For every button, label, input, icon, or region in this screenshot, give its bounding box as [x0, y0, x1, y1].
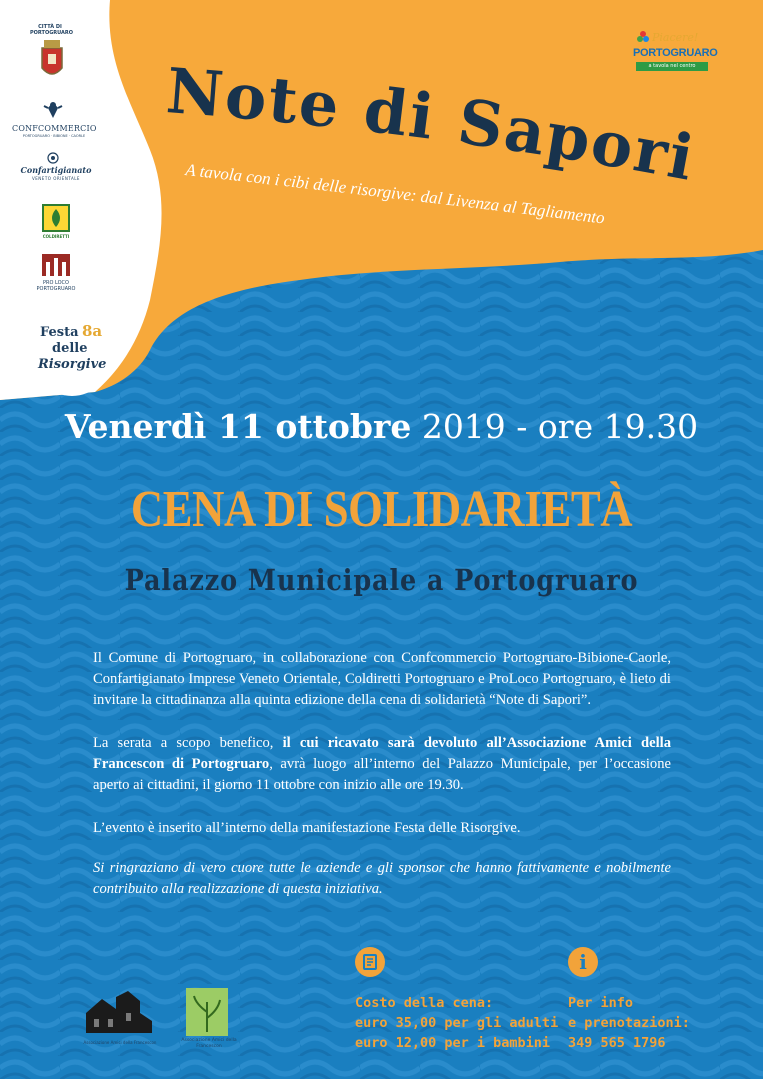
body-paragraph-1: Il Comune di Portogruaro, in collaborazione con Confcommercio Portogruaro-Bibione-Caorle, Confartigianato Imprese Veneto Orientale, Coldiretti Portogruaro e ProLoco Portogruaro, è lieto di invitare la cittadinanza alla quinta edizione della cena di solidarietà “Note di Sapori”.: [93, 650, 671, 708]
title-text: Note di Sapori: [163, 62, 702, 196]
association-2-caption: Associazione Amici della Francescon: [181, 1038, 237, 1049]
confcommercio-icon: [42, 100, 64, 120]
info-phone: 349 565 1796: [568, 1035, 666, 1051]
festa-line2: delle: [52, 341, 88, 356]
info-block: [568, 993, 690, 1053]
city-line1: CITTÀ DI: [38, 24, 62, 30]
cost-label: Costo della cena:: [355, 995, 494, 1011]
flower-icon: [636, 30, 650, 44]
confcommercio-name: CONFCOMMERCIO: [12, 124, 97, 133]
festa-line1: Festa: [40, 325, 79, 340]
event-date-rest: 2019 - ore 19.30: [411, 407, 699, 446]
proloco-line2: PORTOGRUARO: [36, 286, 76, 292]
association-plant-icon: [186, 988, 228, 1036]
venue: Palazzo Municipale a Portogruaro: [124, 563, 639, 597]
p2-part-a: La serata a scopo benefico,: [93, 735, 283, 751]
coldiretti-icon: [42, 204, 70, 232]
coldiretti-name: COLDIRETTI: [42, 234, 70, 239]
info-icon: i: [568, 947, 598, 977]
event-date: [0, 407, 763, 446]
piacere-portogruaro: PORTOGRUARO: [633, 47, 718, 59]
city-crest-icon: [38, 38, 66, 82]
proloco-line1: PRO LOCO: [43, 280, 69, 286]
confcommercio-sub: PORTOGRUARO · BIBIONE · CAORLE: [22, 134, 86, 138]
festa-edition: 8a: [82, 322, 103, 340]
body-paragraph-2: [93, 733, 671, 796]
info-label-1: Per info: [568, 995, 634, 1011]
headline: CENA DI SOLIDARIETÀ: [130, 481, 633, 538]
menu-icon-graphic: [355, 947, 385, 977]
cost-adults: euro 35,00 per gli adulti: [355, 1015, 559, 1031]
menu-icon: [355, 947, 385, 977]
subtitle-text: A tavola con i cibi delle risorgive: dal Livenza al Tagliamento: [184, 160, 606, 228]
svg-text:A tavola con i cibi delle riso: [184, 160, 606, 228]
cost-block: [355, 993, 558, 1053]
p2-bold: il cui ricavato sarà devoluto all’Associazione Amici della Francescon di Portogruaro: [93, 735, 671, 772]
confartigianato-icon: [47, 152, 59, 164]
confartigianato-sub: VENETO ORIENTALE: [32, 176, 80, 181]
info-label-2: e prenotazioni:: [568, 1015, 690, 1031]
city-logo-text: [30, 24, 74, 36]
piacere-label: Piacere!: [652, 31, 699, 44]
festa-line3: Risorgive: [38, 357, 107, 372]
body-paragraph-3: L’evento è inserito all’interno della manifestazione Festa delle Risorgive.: [93, 820, 521, 836]
event-subtitle: [180, 150, 740, 260]
event-date-bold: Venerdì 11 ottobre: [64, 407, 412, 446]
city-line2: PORTOGRUARO: [30, 30, 74, 36]
thanks-paragraph: Si ringraziano di vero cuore tutte le aziende e gli sponsor che hanno fattivamente e nobilmente contribuito alla realizzazione di questa iniziativa.: [93, 860, 671, 897]
piacere-tag: a tavola nel centro: [636, 62, 708, 71]
cost-children: euro 12,00 per i bambini: [355, 1035, 551, 1051]
proloco-icon: [40, 252, 72, 278]
confartigianato-name: Confartigianato: [20, 165, 92, 175]
proloco-name: [30, 280, 82, 292]
p2-part-c: , avrà luogo all’interno del Palazzo Municipale, per l’occasione aperto ai cittadini, il giorno 11 ottobre con inizio alle ore 19.30.: [93, 756, 672, 793]
association-1-caption: Associazione Amici della Francescon: [83, 1040, 157, 1045]
